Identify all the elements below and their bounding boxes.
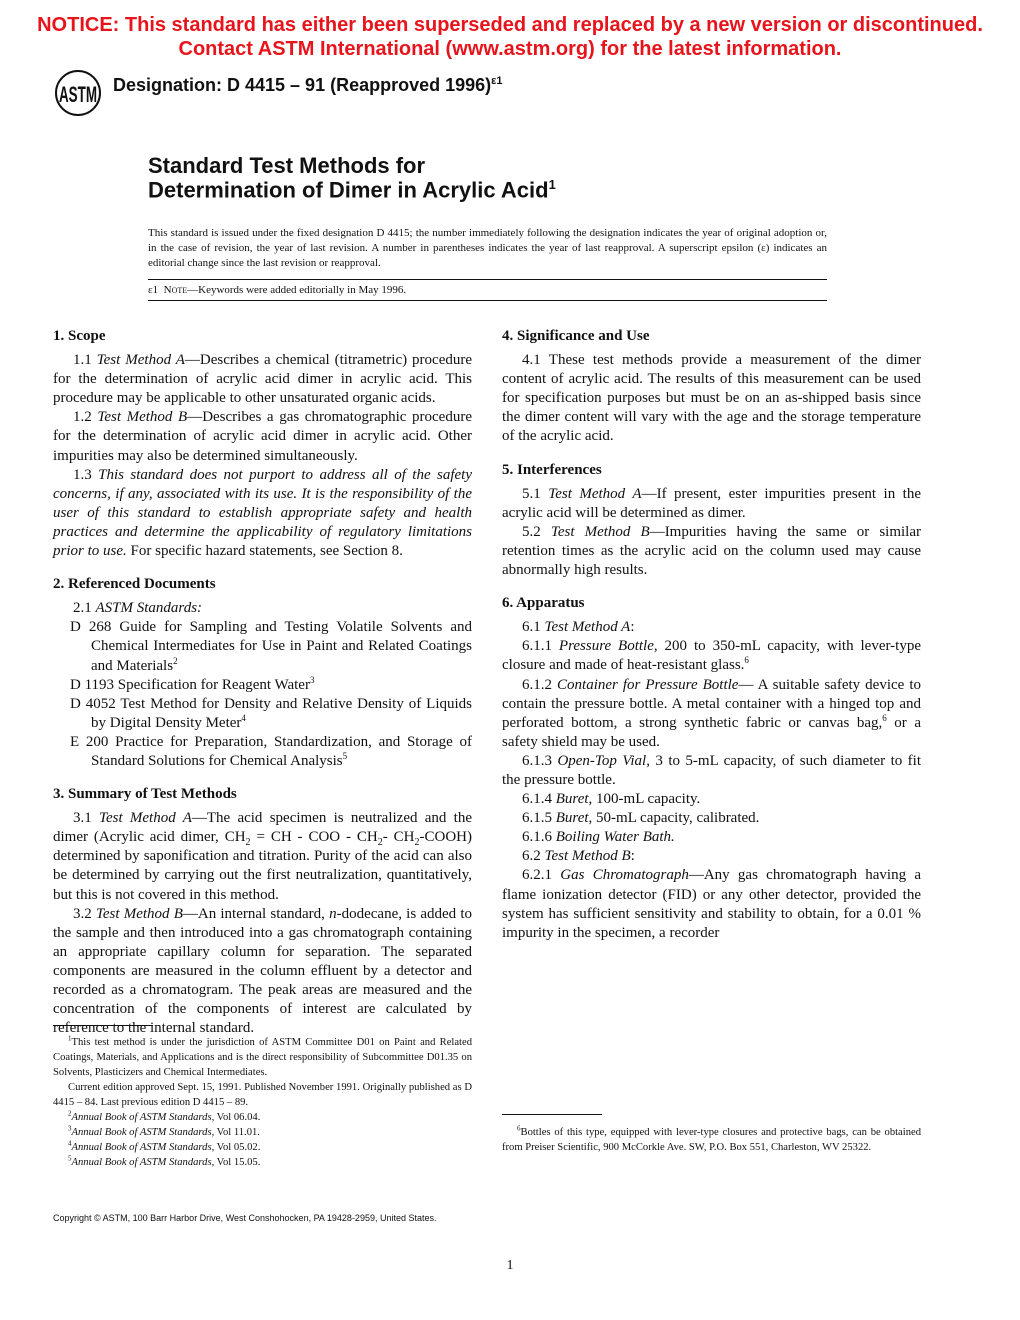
text: - CH bbox=[382, 829, 415, 846]
footnotes-left bbox=[53, 1035, 472, 1170]
italic-text: Gas Chromatograph bbox=[560, 867, 689, 884]
paragraph bbox=[53, 408, 472, 465]
text: , Vol 05.02. bbox=[211, 1142, 261, 1153]
body-columns bbox=[53, 327, 921, 1077]
paragraph bbox=[502, 485, 921, 523]
paragraph bbox=[53, 351, 472, 408]
page-number: 1 bbox=[506, 1258, 514, 1273]
paragraph bbox=[502, 523, 921, 580]
title-footnote-ref: 1 bbox=[548, 177, 556, 192]
text: 5.1 bbox=[522, 485, 549, 502]
italic-text: Annual Book of ASTM Standards bbox=[71, 1157, 212, 1168]
note-label: Note bbox=[163, 284, 188, 296]
reference-item bbox=[53, 618, 472, 675]
italic-text: Test Method A bbox=[548, 485, 642, 502]
divider bbox=[148, 300, 827, 301]
text: , Vol 06.04. bbox=[211, 1112, 261, 1123]
italic-text: Buret bbox=[555, 791, 589, 808]
text: , 200 to 350-mL capacity, with lever-type closure and made of heat-resistant glass. bbox=[502, 638, 922, 674]
text: 1.3 bbox=[73, 466, 99, 483]
reference-item bbox=[53, 733, 472, 771]
footnote-ref: 4 bbox=[68, 1139, 72, 1148]
text: , 50-mL capacity, calibrated. bbox=[588, 810, 760, 827]
italic-text: Boiling Water Bath. bbox=[555, 829, 675, 846]
text: 6.1.4 bbox=[522, 791, 556, 808]
paragraph bbox=[502, 866, 921, 942]
text: —Impurities having the same or similar retention times as the acrylic acid on the column used may cause abnormally high results. bbox=[502, 523, 921, 579]
preamble: This standard is issued under the fixed designation D 4415; the number immediately following the designation indicates the year of original adoption or, in the case of revision, the year of last revision. A number in parentheses indicates the year of last reapproval. A superscript epsilon (ε) indicates an editorial change since the last revision or reapproval. bbox=[148, 227, 827, 269]
text: 3. Summary of Test Methods bbox=[53, 786, 237, 803]
italic-text: Test Method A bbox=[544, 619, 631, 636]
text: : bbox=[630, 619, 635, 636]
note-eps bbox=[148, 284, 158, 296]
text: 6.1.6 bbox=[522, 829, 556, 846]
text: 6. Apparatus bbox=[502, 595, 585, 612]
footnote bbox=[53, 1140, 472, 1155]
text: D 1193 Specification for Reagent Water bbox=[70, 676, 310, 693]
subscript: 2 bbox=[414, 837, 420, 849]
text: = CH - COO - CH bbox=[250, 829, 378, 846]
footnotes-right bbox=[502, 1125, 921, 1155]
title-text: Determination of Dimer in Acrylic Acid bbox=[148, 177, 549, 203]
italic-text: Container for Pressure Bottle bbox=[557, 676, 739, 693]
footnote-ref: 1 bbox=[68, 1034, 72, 1043]
text: This test method is under the jurisdiction of ASTM Committee D01 on Paint and Related Coatings, Materials, and Applications and is the direct responsibility of Subcommittee D01.35 on Solvents, Plasticizers and Chemical Intermediates. bbox=[53, 1037, 472, 1078]
paragraph bbox=[502, 618, 921, 637]
text: D 268 Guide for Sampling and Testing Volatile Solvents and Chemical Intermediates for Use in Paint and Related Coatings and Materials bbox=[70, 619, 472, 674]
footnote-ref: 2 bbox=[173, 655, 178, 666]
text: —If present, ester impurities present in the acrylic acid will be determined as dimer. bbox=[502, 485, 922, 521]
section-heading bbox=[502, 461, 921, 480]
paragraph bbox=[502, 752, 921, 790]
footnote-ref: 2 bbox=[68, 1109, 72, 1118]
paragraph bbox=[53, 466, 472, 561]
logo-text: ASTM bbox=[59, 82, 97, 107]
text: , 100-mL capacity. bbox=[588, 791, 701, 808]
text: or a safety shield may be used. bbox=[502, 714, 921, 750]
note-text: —Keywords were added editorially in May 1996. bbox=[187, 284, 407, 296]
editorial-note bbox=[148, 284, 406, 296]
footnote-ref: 3 bbox=[309, 674, 315, 685]
italic-text: Annual Book of ASTM Standards bbox=[71, 1142, 212, 1153]
text: —Describes a gas chromatographic procedure for the determination of acrylic acid dimer in acrylic acid. Other impurities may also be determined simultaneously. bbox=[53, 409, 472, 464]
reference-item bbox=[53, 695, 472, 733]
text: Current edition approved Sept. 15, 1991. Published November 1991. Originally published as D 4415 – 84. Last previous edition D 4415 – 89. bbox=[53, 1082, 472, 1108]
italic-text: Test Method B bbox=[544, 848, 631, 865]
italic-text: Pressure Bottle bbox=[558, 638, 654, 655]
text: 6.2 bbox=[522, 848, 545, 865]
footnote bbox=[53, 1035, 472, 1080]
section-heading bbox=[53, 575, 472, 594]
footnote bbox=[502, 1125, 921, 1155]
paragraph bbox=[502, 637, 921, 675]
text: 6.1.2 bbox=[522, 676, 558, 693]
text: , Vol 11.01. bbox=[211, 1127, 260, 1138]
italic-text: Test Method A bbox=[99, 810, 192, 827]
astm-logo bbox=[53, 68, 103, 118]
italic-text: Test Method B bbox=[550, 523, 650, 540]
reference-item bbox=[53, 676, 472, 695]
section-heading bbox=[502, 594, 921, 613]
section-heading bbox=[53, 327, 472, 346]
italic-text: Test Method B bbox=[97, 409, 188, 426]
notice-line-1: NOTICE: This standard has either been superseded and replaced by a new version or discontinued. bbox=[37, 14, 983, 36]
text: : bbox=[630, 848, 635, 865]
text: 4.1 These test methods provide a measurement of the dimer content of acrylic acid. The results of this measurement can be used for specification purposes but must be on an as-shipped basis since the dimer content will vary with the age and the storage temperature of the acrylic acid. bbox=[502, 352, 921, 445]
italic-text: Open-Top Vial bbox=[557, 752, 647, 769]
title-line-1: Standard Test Methods for bbox=[148, 153, 426, 178]
italic-text: This standard does not purport to address all of the safety concerns, if any, associated with its use. It is the responsibility of the user of this standard to establish appropriate safety and health practices and determine the applicability of regulatory limitations prior to use. bbox=[53, 466, 473, 560]
text: 6.2.1 bbox=[522, 867, 561, 884]
footnote-ref: 6 bbox=[882, 712, 887, 723]
text: 3.1 bbox=[73, 810, 100, 827]
text: —Describes a chemical (titrametric) procedure for the determination of acrylic acid dimer in acrylic acid. This procedure may be applicable to other unsaturated organic acids. bbox=[53, 352, 473, 407]
text: 5.2 bbox=[522, 523, 551, 540]
footnote-ref: 3 bbox=[68, 1124, 72, 1133]
text: 5. Interferences bbox=[502, 461, 602, 478]
text: — A suitable safety device to contain the pressure bottle. A metal container with a hinged top and perforated bottom, a strong synthetic fabric or canvas bag, bbox=[502, 676, 921, 731]
italic-text: Buret bbox=[555, 810, 589, 827]
italic-text: Test Method A bbox=[96, 352, 185, 369]
footnote bbox=[53, 1110, 472, 1125]
footnote bbox=[53, 1080, 472, 1110]
italic-text: n bbox=[329, 905, 337, 922]
text: -COOH) determined by saponification and titration. Purity of the acid can also be determined by carrying out the first neutralization, quantitatively, but this is not covered in this method. bbox=[53, 829, 473, 903]
footnote-ref: 6 bbox=[517, 1124, 521, 1133]
divider bbox=[148, 279, 827, 280]
text: , Vol 15.05. bbox=[211, 1157, 261, 1168]
footnote-rule bbox=[53, 1025, 153, 1026]
text: 1.2 bbox=[73, 409, 98, 426]
paragraph bbox=[502, 809, 921, 828]
text: 6.1.3 bbox=[522, 752, 558, 769]
paragraph bbox=[502, 351, 921, 446]
text: , 3 to 5-mL capacity, of such diameter to fit the pressure bottle. bbox=[502, 752, 922, 788]
text: 2. Referenced Documents bbox=[53, 576, 216, 593]
paragraph bbox=[53, 599, 472, 618]
text: 3.2 bbox=[73, 905, 96, 922]
italic-text: Annual Book of ASTM Standards bbox=[71, 1127, 212, 1138]
section-heading bbox=[502, 327, 921, 346]
copyright: Copyright © ASTM, 100 Barr Harbor Drive, West Conshohocken, PA 19428-2959, United States. bbox=[53, 1213, 437, 1223]
text: D 4052 Test Method for Density and Relative Density of Liquids by Digital Density Meter bbox=[70, 695, 472, 731]
footnote bbox=[53, 1155, 472, 1170]
italic-text: Test Method B bbox=[95, 905, 183, 922]
designation-sup: ε1 bbox=[491, 75, 503, 87]
subscript: 2 bbox=[377, 837, 383, 849]
paragraph bbox=[502, 828, 921, 847]
designation bbox=[113, 75, 502, 96]
footnote-ref: 4 bbox=[241, 712, 246, 723]
paragraph bbox=[53, 905, 472, 1039]
subscript: 2 bbox=[245, 837, 251, 849]
italic-text: ASTM Standards: bbox=[95, 600, 203, 617]
text: 1. Scope bbox=[53, 328, 106, 344]
footnote-rule bbox=[502, 1114, 602, 1115]
notice-line-2: Contact ASTM International (www.astm.org) for the latest information. bbox=[178, 38, 842, 60]
section-heading bbox=[53, 785, 472, 804]
text: Bottles of this type, equipped with lever-type closures and protective bags, can be obtained from Preiser Scientific, 900 McCorkle Ave. SW, P.O. Box 551, Charleston, WV 25322. bbox=[502, 1127, 921, 1153]
title-line-2 bbox=[148, 177, 556, 203]
text: 6.1 bbox=[522, 619, 545, 636]
footnote-ref: 5 bbox=[342, 750, 348, 761]
text: For specific hazard statements, see Section 8. bbox=[126, 543, 403, 560]
text: 6.1.5 bbox=[522, 810, 556, 827]
designation-text: Designation: D 4415 – 91 (Reapproved 1996) bbox=[113, 75, 492, 95]
footnote bbox=[53, 1125, 472, 1140]
text: -dodecane, is added to the sample and then introduced into a gas chromatograph containing an appropriate capillary column for separation. The separated components are measured in the column effluent by a detector and recorded as a chromatogram. The peak areas are measured and the concentration of the components of interest are calculated by reference to the internal standard. bbox=[53, 905, 472, 1037]
paragraph bbox=[502, 790, 921, 809]
paragraph bbox=[502, 676, 921, 752]
footnote-ref: 5 bbox=[68, 1154, 72, 1163]
text: 4. Significance and Use bbox=[502, 328, 650, 344]
note-eps-text: ε1 bbox=[148, 284, 159, 296]
text: 6.1.1 bbox=[522, 638, 559, 655]
text: 2.1 bbox=[73, 600, 96, 617]
footnote-ref: 6 bbox=[744, 655, 749, 666]
italic-text: Annual Book of ASTM Standards bbox=[71, 1112, 212, 1123]
text: 1.1 bbox=[73, 352, 97, 369]
text: —An internal standard, bbox=[182, 905, 330, 922]
text: E 200 Practice for Preparation, Standardization, and Storage of Standard Solutions for Chemical Analysis bbox=[70, 733, 472, 769]
paragraph bbox=[53, 809, 472, 904]
text: —Any gas chromatograph having a flame ionization detector (FID) or any other detector, provided the system has sufficient sensitivity and stability to obtain, for a 0.01 % impurity in the specimen, a recorder bbox=[502, 867, 921, 941]
paragraph bbox=[502, 847, 921, 866]
text: —The acid specimen is neutralized and the dimer (Acrylic acid dimer, CH bbox=[53, 810, 472, 846]
